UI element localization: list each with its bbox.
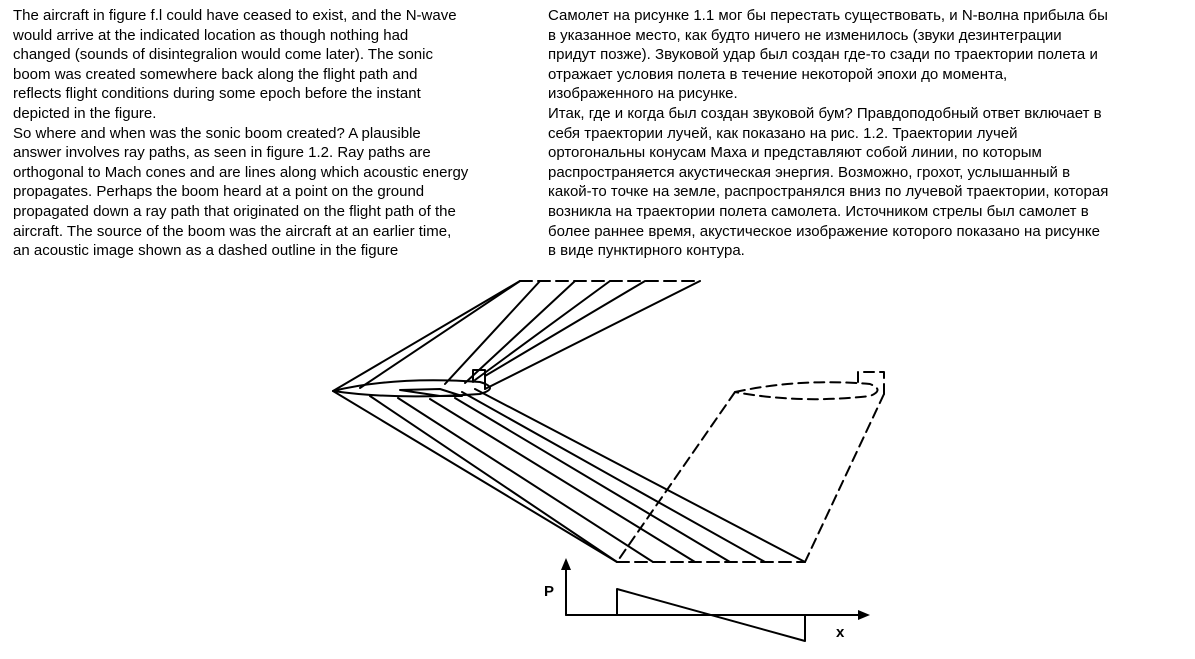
text-line: себя траектории лучей, как показано на рис. 1.2. Траектории лучей — [548, 124, 1018, 142]
text-line: какой-то точке на земле, распространялся вниз по лучевой траектории, которая — [548, 183, 1109, 201]
lower-ray-paths — [370, 389, 805, 562]
aircraft-outline — [333, 370, 490, 396]
text-line: would arrive at the indicated location as though nothing had — [13, 26, 409, 44]
text-line: boom was created somewhere back along the flight path and — [13, 65, 418, 83]
text-line: So where and when was the sonic boom created? A plausible — [13, 124, 421, 142]
text-line: Итак, где и когда был создан звуковой бум? Правдоподобный ответ включает в — [548, 104, 1102, 122]
text-line: распространяется акустическая энергия. Возможно, грохот, услышанный в — [548, 163, 1071, 181]
text-line: an acoustic image shown as a dashed outline in the figure — [13, 242, 399, 260]
text-line: propagated down a ray path that originated on the flight path of the — [13, 202, 456, 220]
text-line: в виде пунктирного контура. — [548, 242, 745, 260]
text-line: более раннее время, акустическое изображение которого показано на рисунке — [548, 222, 1100, 240]
text-line: в указанное место, как будто ничего не изменилось (звуки дезинтеграции — [548, 26, 1062, 44]
text-line: The aircraft in figure f.l could have ceased to exist, and the N-wave — [13, 7, 457, 24]
text-line: orthogonal to Mach cones and are lines along which acoustic energy — [13, 163, 469, 181]
upper-ray-paths — [360, 281, 700, 389]
x-axis-label: x — [836, 624, 845, 641]
lower-mach-cone-line — [333, 391, 617, 562]
x-axis-arrowhead-icon — [858, 610, 870, 620]
text-line: возникла на траектории полета самолета. Источником стрелы был самолет в — [548, 202, 1089, 220]
upper-mach-cone-line — [333, 281, 520, 391]
text-line: отражает условия полета в течение некоторой эпохи до момента, — [548, 65, 1008, 83]
pressure-axes — [566, 565, 862, 615]
text-line: aircraft. The source of the boom was the aircraft at an earlier time, — [13, 222, 452, 240]
text-line: answer involves ray paths, as seen in figure 1.2. Ray paths are — [13, 144, 431, 162]
text-line: reflects flight conditions during some epoch before the instant — [13, 85, 421, 103]
text-line: Самолет на рисунке 1.1 мог бы перестать существовать, и N-волна прибыла бы — [548, 7, 1108, 24]
text-line: changed (sounds of disintegralion would come later). The sonic — [13, 46, 433, 64]
p-axis-label: P — [544, 583, 555, 600]
text-line: придут позже). Звуковой удар был создан где-то сзади по траектории полета и — [548, 46, 1098, 64]
text-line: depicted in the figure. — [13, 104, 157, 122]
text-line: ортогональны конусам Маха и представляют собой линии, по которым — [548, 144, 1042, 162]
text-line: propagates. Perhaps the boom heard at a point on the ground — [13, 183, 425, 201]
text-line: изображенного на рисунке. — [548, 85, 738, 103]
p-axis-arrowhead-icon — [561, 558, 571, 570]
